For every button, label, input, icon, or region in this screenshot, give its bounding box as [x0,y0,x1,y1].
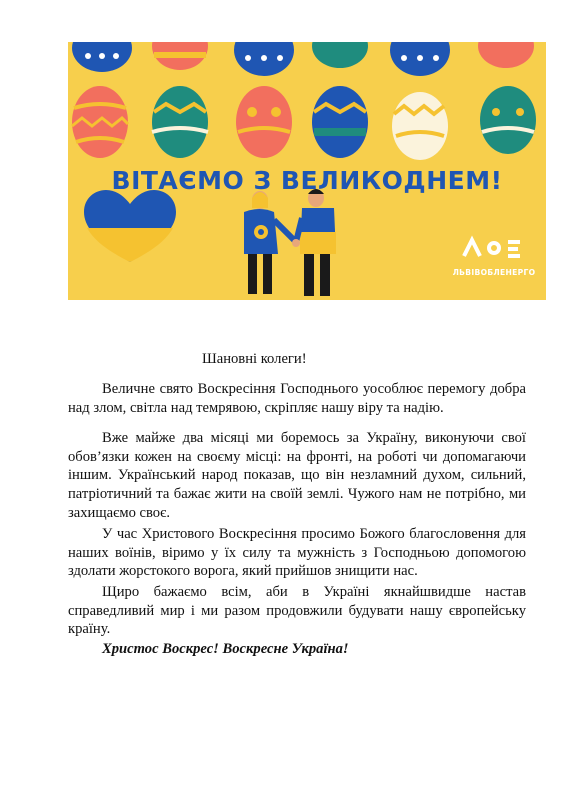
easter-egg-icon [72,42,132,72]
ukraine-heart-icon [84,190,176,262]
easter-egg-icon [480,86,536,154]
easter-banner [68,42,546,300]
greeting: Шановні колеги! [202,351,307,367]
easter-egg-icon [236,86,292,158]
easter-egg-icon [390,42,450,76]
closing-line: Христос Воскрес! Воскресне Україна! [102,641,349,657]
paragraph-3: У час Христового Воскресіння просимо Божого благословення для наших воїнів, віримо у їх силу та мужність з Господньою допомогою здолати жорстокого ворога, який прийшов знищити нас. [68,526,526,580]
lvivoblenergo-logo-icon [464,240,520,256]
paragraph-4: Щиро бажаємо всім, аби в Україні якнайшвидше настав справедливий мир і ми разом продовжили будувати нашу європейську країну. [68,584,526,638]
couple-illustration [244,189,336,296]
easter-egg-icon [152,86,208,158]
easter-egg-icon [392,92,448,160]
easter-egg-icon [478,42,534,68]
banner-headline: ВІТАЄМО З ВЕЛИКОДНЕМ! [111,166,503,195]
easter-egg-icon [234,42,294,76]
easter-egg-icon [312,42,368,68]
paragraph-2: Вже майже два місяці ми боремось за Україну, виконуючи свої обов’язки кожен на своєму місці: на фронті, на роботі чи допомагаючи іншим. Український народ показав, що він незламний духом, сильний, патріотичний та бажає жити на своїй землі. Чужого нам не потрібно, ми захищаємо своє. [68,430,526,521]
easter-egg-icon [152,42,208,70]
easter-egg-icon [312,86,368,158]
company-logo-text: ЛЬВІВОБЛЕНЕРГО [452,268,536,277]
easter-egg-icon [72,86,128,158]
paragraph-1: Величне свято Воскресіння Господнього уособлює перемогу добра над злом, світла над темрявою, скріпляє нашу віру та надію. [68,381,526,416]
